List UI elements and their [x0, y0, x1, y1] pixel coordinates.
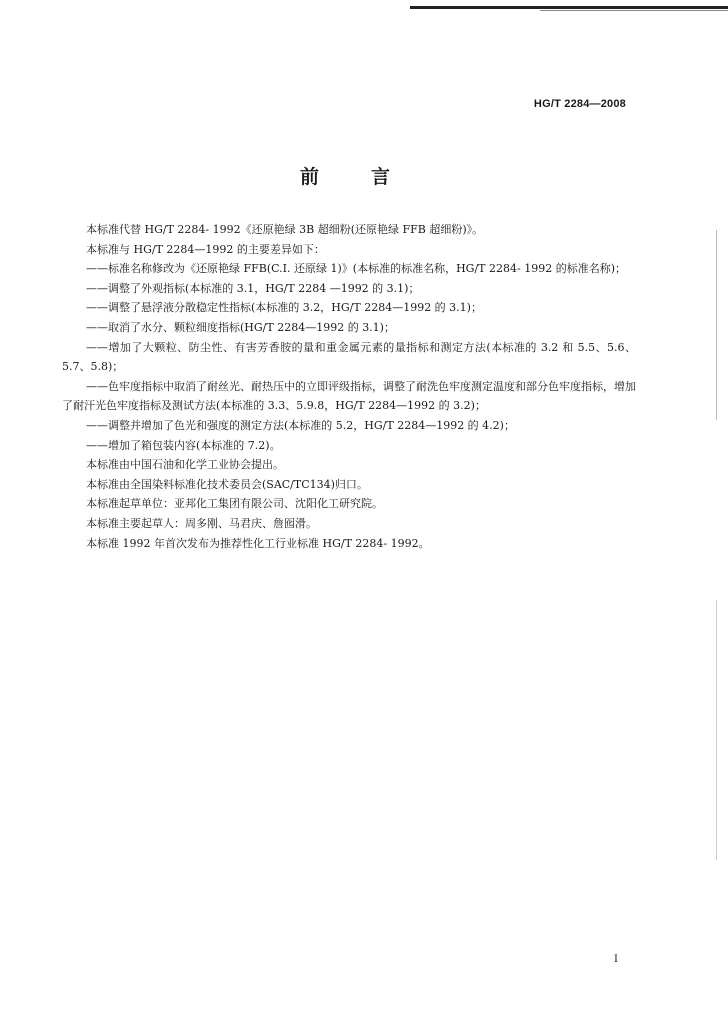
paragraph: 本标准由全国染料标准化技术委员会(SAC/TC134)归口。 — [86, 477, 368, 491]
list-item: ——调整了悬浮液分散稳定性指标(本标准的 3.2，HG/T 2284—1992 的 3.1)； — [86, 301, 482, 315]
paragraph: 本标准 1992 年首次发布为推荐性化工行业标准 HG/T 2284- 1992。 — [86, 536, 430, 550]
page-title-char: 前 — [300, 166, 320, 188]
paragraph: 本标准由中国石油和化学工业协会提出。 — [86, 458, 284, 472]
page-title — [300, 162, 390, 189]
list-item: ——色牢度指标中取消了耐丝光、耐热压中的立即评级指标，调整了耐洗色牢度测定温度和部分色牢度指标，增加了耐汗光色牢度指标及测试方法(本标准的 3.3、5.9.8，HG/T 2284—1992 的 3.2)； — [62, 379, 636, 413]
scan-artifact-line — [540, 10, 728, 11]
list-item: ——调整并增加了色光和强度的测定方法(本标准的 5.2，HG/T 2284—1992 的 4.2)； — [86, 418, 515, 432]
paragraph: 本标准起草单位：亚邦化工集团有限公司、沈阳化工研究院。 — [86, 497, 383, 511]
list-item: ——标准名称修改为《还原艳绿 FFB(C.I. 还原绿 1)》(本标准的标准名称，HG/T 2284- 1992 的标准名称)； — [86, 262, 626, 276]
paragraph: 本标准主要起草人：周多刚、马君庆、詹囮滑。 — [86, 516, 317, 530]
list-item: ——取消了水分、颗粒细度指标(HG/T 2284—1992 的 3.1)； — [86, 320, 395, 334]
scan-artifact-line — [716, 600, 717, 860]
foreword-body — [62, 220, 636, 553]
standard-code: HG/T 2284—2008 — [533, 98, 626, 110]
list-item: ——增加了大颗粒、防尘性、有害芳香胺的量和重金属元素的量指标和测定方法(本标准的 3.2 和 5.5、5.6、5.7、5.8)； — [62, 340, 636, 374]
page-title-char: 言 — [370, 166, 390, 188]
list-item: ——调整了外观指标(本标准的 3.1，HG/T 2284 —1992 的 3.1)； — [86, 281, 420, 295]
scan-artifact-line — [716, 230, 717, 420]
scan-artifact-line — [410, 6, 728, 9]
page-number: I — [614, 954, 618, 965]
list-item: ——增加了箱包装内容(本标准的 7.2)。 — [86, 438, 281, 452]
paragraph: 本标准与 HG/T 2284—1992 的主要差异如下： — [86, 242, 325, 256]
paragraph: 本标准代替 HG/T 2284- 1992《还原艳绿 3B 超细粉(还原艳绿 FFB 超细粉)》。 — [86, 223, 484, 236]
